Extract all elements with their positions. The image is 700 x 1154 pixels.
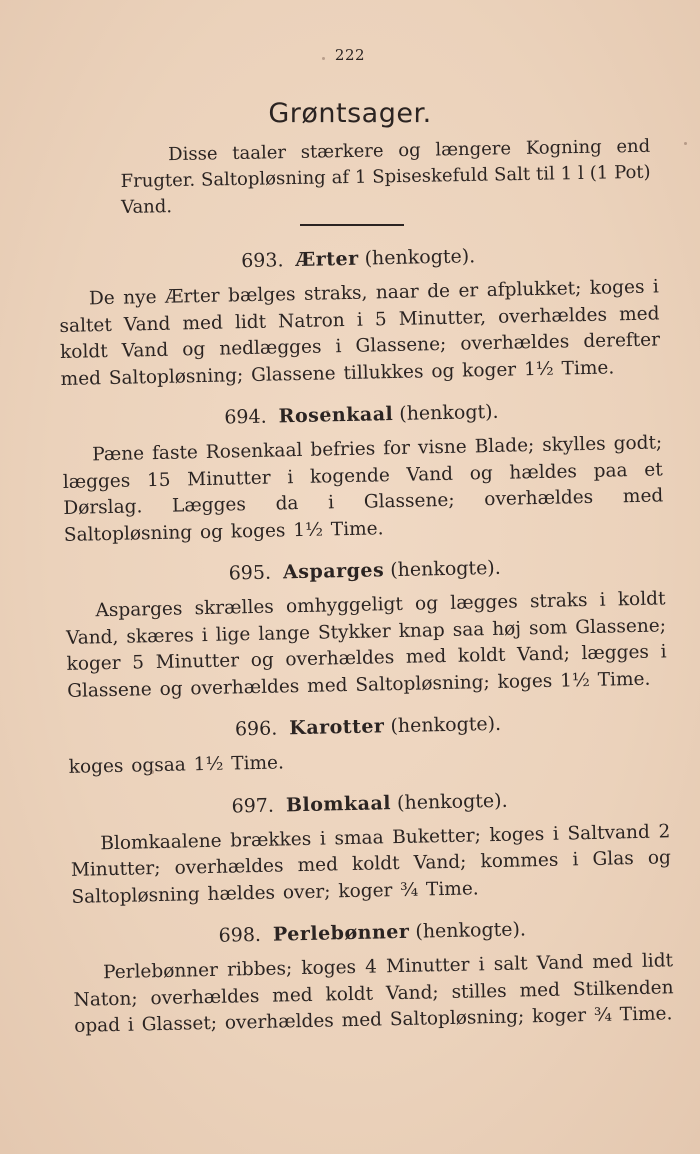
recipe-text: Pæne faste Rosenkaal befries for visne Blade; skylles godt; lægges 15 Minutter i kogende Vand og hældes paa et Dørslag. Lægges da i Glassene; overhældes med Saltopløsning og koges 1½ Time.: [62, 432, 664, 546]
recipe-heading: [61, 395, 661, 434]
recipe-heading: [72, 913, 672, 952]
recipe-695: [65, 551, 668, 705]
recipe-note: (henkogte).: [364, 245, 476, 270]
recipe-name: Blomkaal: [285, 791, 392, 816]
recipe-text: Perlebønner ribbes; koges 4 Minutter i salt Vand med lidt Naton; overhældes med koldt Vand; stilles med Stilkenden opad i Glasset; overhældes med Saltopløsning; koger ¾ Time.: [73, 950, 674, 1037]
page-number: 222: [334, 46, 366, 64]
recipe-number: 698.: [218, 923, 262, 947]
recipe-heading: [65, 551, 665, 590]
recipe-note: (henkogte).: [390, 712, 502, 738]
recipe-heading: [69, 784, 669, 823]
recipe-696: [68, 707, 669, 781]
recipe-name: Karotter: [289, 715, 385, 740]
recipe-note: (henkogte).: [389, 556, 501, 582]
recipe-name: Ærter: [295, 247, 359, 272]
recipe-694: [61, 395, 664, 549]
recipe-number: 697.: [231, 794, 275, 817]
paper-speck: [150, 770, 154, 774]
recipe-text: koges ogsaa 1½ Time.: [68, 752, 285, 778]
recipe-heading: [68, 707, 668, 746]
paper-speck: [326, 410, 329, 413]
section-divider: [300, 224, 404, 226]
recipe-text: Asparges skrælles omhyggeligt og lægges straks i koldt Vand, skæres i lige lange Stykker knap saa høj som Glassene; koger 5 Minutter og overhældes med koldt Vand; lægges i Glassene og overhældes med Saltopløsning; koges 1½ Time.: [65, 588, 667, 702]
paper-speck: [684, 142, 687, 145]
paper-speck: [430, 800, 432, 802]
page-title: Grøntsager.: [268, 98, 432, 129]
recipe-698: [72, 913, 674, 1040]
recipe-name: Rosenkaal: [278, 403, 394, 428]
recipe-number: 693.: [240, 249, 284, 273]
recipe-list: [58, 239, 675, 1055]
recipe-name: Asparges: [282, 559, 385, 584]
recipe-number: 696.: [234, 717, 278, 741]
recipe-note: (henkogt).: [399, 400, 499, 425]
recipe-697: [69, 784, 671, 911]
intro-paragraph: Disse taaler stærkere og længere Kogning end Frugter. Saltopløsning af 1 Spiseskefuld Salt til 1 l (1 Pot) Vand.: [120, 135, 651, 218]
recipe-text: Blomkaalene brækkes i smaa Buketter; koges i Saltvand 2 Minutter; overhældes med koldt Vand; kommes i Glas og Saltopløsning hældes over; koger ¾ Time.: [70, 820, 672, 908]
recipe-693: [58, 239, 661, 393]
paper-speck: [322, 57, 325, 60]
recipe-name: Perlebønner: [272, 920, 410, 946]
recipe-note: (henkogte).: [415, 918, 527, 943]
recipe-heading: [58, 239, 658, 278]
recipe-note: (henkogte).: [396, 789, 508, 814]
recipe-number: 695.: [228, 561, 272, 585]
recipe-text: De nye Ærter bælges straks, naar de er afplukket; koges i saltet Vand med lidt Natron i 5 Minutter, overhældes med koldt Vand og nedlægges i Glassene; overhældes derefter med Saltopløsning; Glassene tillukkes og koger 1½ Time.: [59, 276, 661, 390]
recipe-number: 694.: [224, 405, 267, 429]
